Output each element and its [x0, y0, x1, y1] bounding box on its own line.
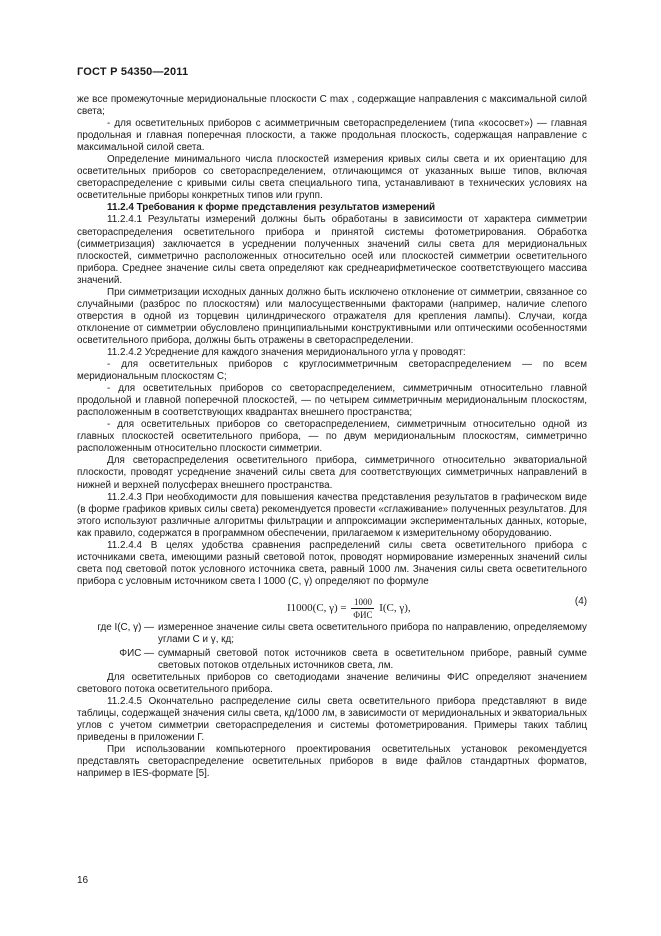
page-number: 16: [77, 875, 89, 886]
paragraph: При использовании компьютерного проектирования осветительных установок рекомендуется представлять светораспределение осветительных приборов в виде файлов стандартных форматов, например в IES-формате [5].: [77, 744, 587, 780]
where-label: ΦИС —: [119, 648, 154, 660]
formula-numerator: 1000: [351, 596, 374, 609]
formula-expression: [287, 596, 411, 621]
document-body: [77, 94, 587, 781]
paragraph: 11.2.4.1 Результаты измерений должны быть обработаны в зависимости от характера симметрии светораспределения осветительного прибора и принятой системы фотометрирования. Обработка (симметризация) заключается в усреднении полученных значений силы света для меридиональных плоскостей, симметрично расположенных относительно осей или плоскостей симметрии осветительного прибора. Среднее значение силы света определяют как среднеарифметическое соответствующего массива значений.: [77, 214, 587, 286]
document-header: ГОСТ Р 54350—2011: [77, 66, 189, 78]
formula-lhs: I1000(C, γ) =: [287, 602, 347, 614]
list-item: - для осветительных приборов со светораспределением, симметричным относительно одной из главных плоскостей осветительного прибора, — по двум меридиональным плоскостям, симметрично расположенным относительно плоскости симметрии.: [77, 419, 587, 455]
list-item: - для осветительных приборов со светораспределением, симметричным относительно главной продольной и главной поперечной плоскостей, — по четырем симметричным меридиональным плоскостям, расположенным в соответствующих квадрантах внешнего пространства;: [77, 383, 587, 419]
paragraph: 11.2.4.5 Окончательно распределение силы света осветительного прибора представляют в виде таблицы, содержащей значения силы света, кд/1000 лм, в зависимости от меридиональных и экваториальных углов с учетом симметрии светораспределения и системы фотометрирования. Примеры таких таблиц приведены в приложении Г.: [77, 696, 587, 744]
formula-number: (4): [574, 595, 587, 607]
paragraph: 11.2.4.3 При необходимости для повышения качества представления результатов в графическом виде (в форме графиков кривых силы света) рекомендуется провести «сглаживание» полученных результатов. Для этого используют различные алгоритмы фильтрации и аппроксимации экспериментальных данных, которые, как правило, содержатся в программном обеспечении, прилагаемом к измерительному оборудованию.: [77, 491, 587, 539]
paragraph: 11.2.4.2 Усреднение для каждого значения меридионального угла γ проводят:: [107, 346, 466, 358]
paragraph: - для осветительных приборов с асимметричным светораспределением (типа «кососвет») — главная продольная и главная поперечная плоскости, а также продольная плоскость, содержащая направление с максимальной силой света.: [77, 118, 587, 154]
formula-fraction: [351, 596, 374, 621]
where-item: [77, 648, 587, 672]
paragraph: же все промежуточные меридиональные плоскости C max , содержащие направления с максимальной силой света;: [77, 94, 587, 118]
list-item: - для осветительных приборов с круглосимметричным светораспределением — по всем меридиональным плоскостям C;: [77, 359, 587, 383]
paragraph: При симметризации исходных данных должно быть исключено отклонение от симметрии, связанное со случайными (разброс по плоскостям) или малосущественными факторами (например, наличие слепого отверстия в одной из торцевин цилиндрического отражателя для крепления лампы). Случаи, когда отклонение от симметрии обусловлено принципиальными конструктивными или оптическими особенностями осветительного прибора, должны быть отражены в светораспределении.: [77, 286, 587, 346]
formula-rhs: I(C, γ),: [379, 602, 411, 614]
where-text: измеренное значение силы света осветительного прибора по направлению, определяемому углами C и γ, кд;: [158, 621, 587, 645]
formula-denominator: ΦИС: [353, 609, 373, 620]
paragraph: Для светораспределения осветительного прибора, симметричного относительно экваториальной плоскости, проводят усреднение значений силы света для соответствующих симметричных направлений в нижней и верхней полусферах внешнего пространства.: [77, 455, 587, 491]
where-item: [77, 622, 587, 646]
formula: [77, 590, 587, 620]
paragraph: Для осветительных приборов со светодиодами значение величины ΦИС определяют значением светового потока осветительного прибора.: [77, 672, 587, 696]
section-heading: 11.2.4 Требования к форме представления результатов измерений: [107, 202, 436, 214]
where-text: суммарный световой поток источников света в осветительном приборе, равный сумме световых потоков отдельных источников света, лм.: [158, 648, 587, 672]
where-label: где I(C, γ) —: [97, 621, 154, 633]
paragraph: Определение минимального числа плоскостей измерения кривых силы света и их ориентацию для осветительных приборов со светораспределением, отличающимся от указанных выше типов, включая светораспределение с кривыми силы света специального типа, устанавливают в технических условиях на осветительные приборы конкретных типов или групп.: [77, 154, 587, 202]
paragraph: 11.2.4.4 В целях удобства сравнения распределений силы света осветительного прибора с источниками света, имеющими разный световой поток, проводят нормирование измеренных значений силы света под световой поток условного источника света, равный 1000 лм. Значения силы света осветительного прибора с условным источником света I 1000 (C, γ) определяют по формуле: [77, 539, 587, 587]
